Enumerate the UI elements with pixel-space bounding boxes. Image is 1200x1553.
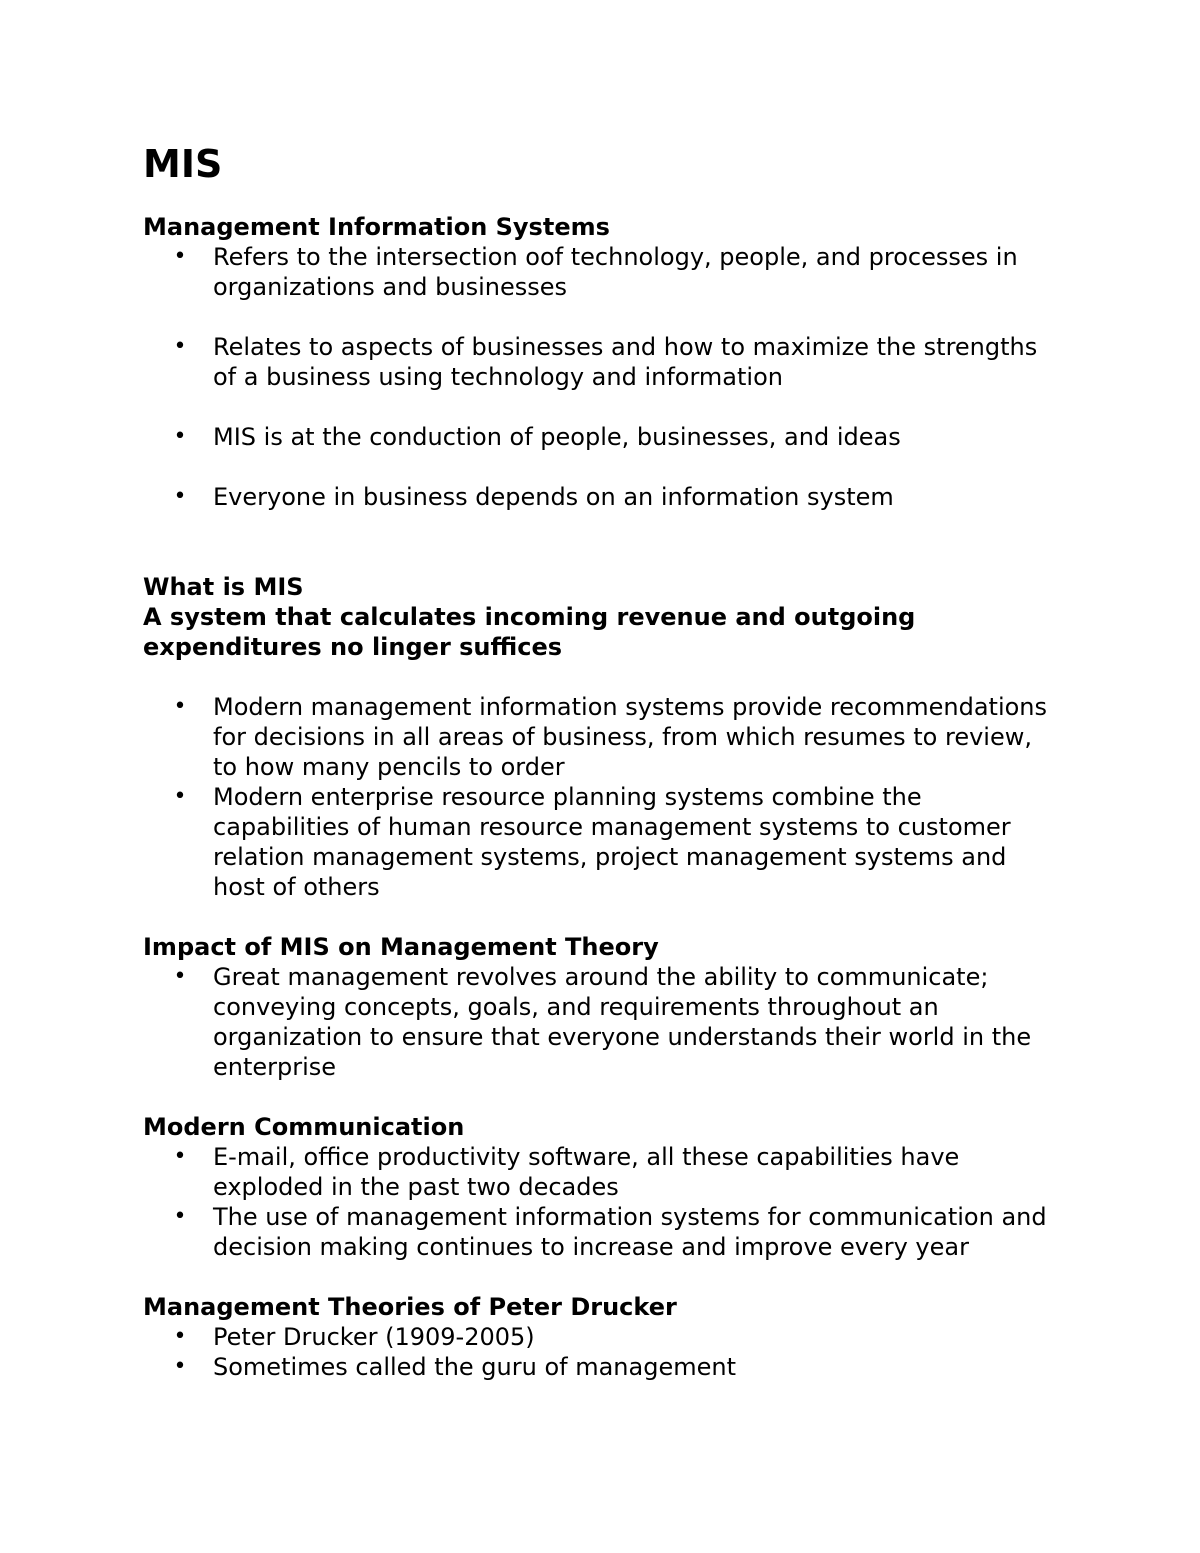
bullet-list-mis xyxy=(143,242,1063,512)
list-item: • Sometimes called the guru of management xyxy=(173,1353,736,1381)
bullet-icon: • xyxy=(173,784,187,809)
bullet-icon: • xyxy=(173,694,187,719)
list-item: • Everyone in business depends on an information system xyxy=(173,483,894,511)
bullet-list-drucker xyxy=(143,1322,1063,1382)
bullet-icon: • xyxy=(173,1324,187,1349)
bullet-icon: • xyxy=(173,484,187,509)
section-heading-drucker: Management Theories of Peter Drucker xyxy=(143,1293,677,1321)
section-heading-modern-communication: Modern Communication xyxy=(143,1113,465,1141)
section-subheading: A system that calculates incoming revenue and outgoing expenditures no linger suffices xyxy=(143,603,916,661)
list-item: • Modern management information systems provide recommendations for decisions in all areas of business, from which resumes to review, to how many pencils to order xyxy=(173,693,1048,781)
list-item: • The use of management information systems for communication and decision making continues to increase and improve every year xyxy=(173,1203,1047,1261)
bullet-icon: • xyxy=(173,424,187,449)
section-heading-mis: Management Information Systems xyxy=(143,213,610,241)
document-title: MIS xyxy=(143,142,223,186)
bullet-icon: • xyxy=(173,1144,187,1169)
bullet-list-impact xyxy=(143,962,1063,1082)
list-item: • Refers to the intersection oof technology, people, and processes in organizations and businesses xyxy=(173,243,1018,301)
list-item: • E-mail, office productivity software, all these capabilities have exploded in the past two decades xyxy=(173,1143,960,1201)
list-item: • Peter Drucker (1909-2005) xyxy=(173,1323,535,1351)
bullet-icon: • xyxy=(173,334,187,359)
bullet-icon: • xyxy=(173,964,187,989)
bullet-icon: • xyxy=(173,244,187,269)
bullet-icon: • xyxy=(173,1354,187,1379)
bullet-icon: • xyxy=(173,1204,187,1229)
list-item: • MIS is at the conduction of people, businesses, and ideas xyxy=(173,423,901,451)
document-page xyxy=(143,140,1063,1382)
list-item: • Modern enterprise resource planning systems combine the capabilities of human resource management systems to customer relation management systems, project management systems and host of others xyxy=(173,783,1011,901)
list-item: • Relates to aspects of businesses and how to maximize the strengths of a business using technology and information xyxy=(173,333,1038,391)
list-item: • Great management revolves around the ability to communicate; conveying concepts, goals, and requirements throughout an organization to ensure that everyone understands their world in the enterprise xyxy=(173,963,1032,1081)
section-heading-impact: Impact of MIS on Management Theory xyxy=(143,933,659,961)
bullet-list-what-is-mis xyxy=(143,692,1063,902)
bullet-list-modern-communication xyxy=(143,1142,1063,1262)
section-heading-what-is-mis: What is MIS xyxy=(143,573,304,601)
